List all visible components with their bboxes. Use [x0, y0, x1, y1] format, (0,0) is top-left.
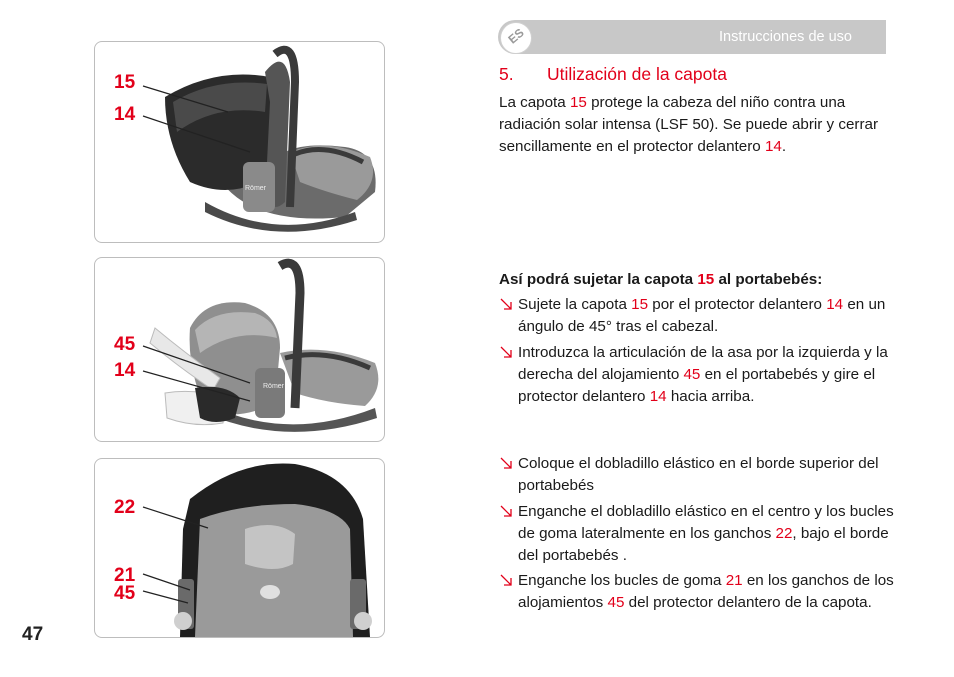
- step-ref: 45: [683, 366, 701, 383]
- callout-14: 14: [114, 360, 136, 381]
- intro-ref-14: 14: [764, 138, 782, 155]
- figure-canopy-hooks: [94, 458, 385, 638]
- step-text: del protector delantero de la capota.: [624, 594, 872, 611]
- callout-14: 14: [114, 104, 136, 125]
- step-text: Enganche los bucles de goma: [518, 572, 726, 589]
- subheading: [499, 269, 894, 291]
- page-number: 47: [22, 624, 44, 645]
- step-text: Introduzca la articulación de la asa por la izquierda y la derecha del alojamiento: [518, 344, 888, 383]
- step-ref: 22: [775, 525, 793, 542]
- step-item: [499, 501, 894, 567]
- section-number: 5.: [499, 64, 514, 84]
- intro-text-3: .: [781, 138, 787, 155]
- step-ref: 21: [725, 572, 743, 589]
- step-text: , bajo el borde del portabebés .: [518, 525, 889, 564]
- step-ref: 15: [631, 296, 649, 313]
- step-text: en un ángulo de 45° tras el cabezal.: [518, 296, 886, 335]
- step-ref: 14: [649, 388, 667, 405]
- arrow-bullet-icon: [499, 456, 513, 470]
- intro-text-2: protege la cabeza del niño contra una radiación solar intensa (LSF 50). Se puede abrir y cerrar sencillamente en el protector delantero: [499, 94, 879, 155]
- step-text: en los ganchos de los alojamientos: [518, 572, 894, 611]
- callout-22: 22: [114, 497, 136, 518]
- section-title-text: Utilización de la capota: [547, 64, 727, 84]
- step-ref: 14: [826, 296, 844, 313]
- step-item: [499, 453, 894, 497]
- step-text: en el portabebés y gire el protector delantero: [518, 366, 876, 405]
- subheading-ref-15: 15: [697, 271, 715, 288]
- header-title: Instrucciones de uso: [719, 29, 852, 45]
- brand-logo-2: Römer: [263, 383, 285, 390]
- step-item: [499, 570, 894, 614]
- figure-canopy-on-seat: [94, 41, 385, 243]
- language-code: ES: [505, 25, 527, 47]
- callout-15: 15: [114, 72, 136, 93]
- step-ref: 45: [607, 594, 625, 611]
- callout-21: 21: [114, 565, 136, 586]
- brand-logo-1: Römer: [245, 185, 267, 192]
- step-text: Coloque el dobladillo elástico en el borde superior del portabebés: [518, 455, 879, 494]
- step-item: [499, 342, 894, 408]
- arrow-bullet-icon: [499, 504, 513, 518]
- arrow-bullet-icon: [499, 297, 513, 311]
- callout-45: 45: [114, 583, 136, 604]
- intro-ref-15: 15: [569, 94, 587, 111]
- header-bar: [498, 20, 886, 54]
- section-title: [499, 64, 727, 85]
- language-badge: [500, 22, 532, 54]
- step-text: Enganche el dobladillo elástico en el centro y los bucles de goma lateralmente en los ganchos: [518, 503, 894, 542]
- canopy-rear-illustration: [95, 459, 384, 637]
- arrow-bullet-icon: [499, 573, 513, 587]
- intro-paragraph: [499, 92, 894, 158]
- car-seat-hands-illustration: [95, 258, 384, 441]
- callout-45: 45: [114, 334, 136, 355]
- step-text: Sujete la capota: [518, 296, 632, 313]
- step-item: [499, 294, 894, 338]
- subheading-text-1: Así podrá sujetar la capota: [499, 271, 698, 288]
- subheading-text-2: al portabebés:: [714, 271, 823, 288]
- intro-text-1: La capota: [499, 94, 570, 111]
- step-text: hacia arriba.: [666, 388, 755, 405]
- car-seat-illustration: [95, 42, 384, 242]
- step-text: por el protector delantero: [648, 296, 827, 313]
- arrow-bullet-icon: [499, 345, 513, 359]
- figure-attach-canopy: [94, 257, 385, 442]
